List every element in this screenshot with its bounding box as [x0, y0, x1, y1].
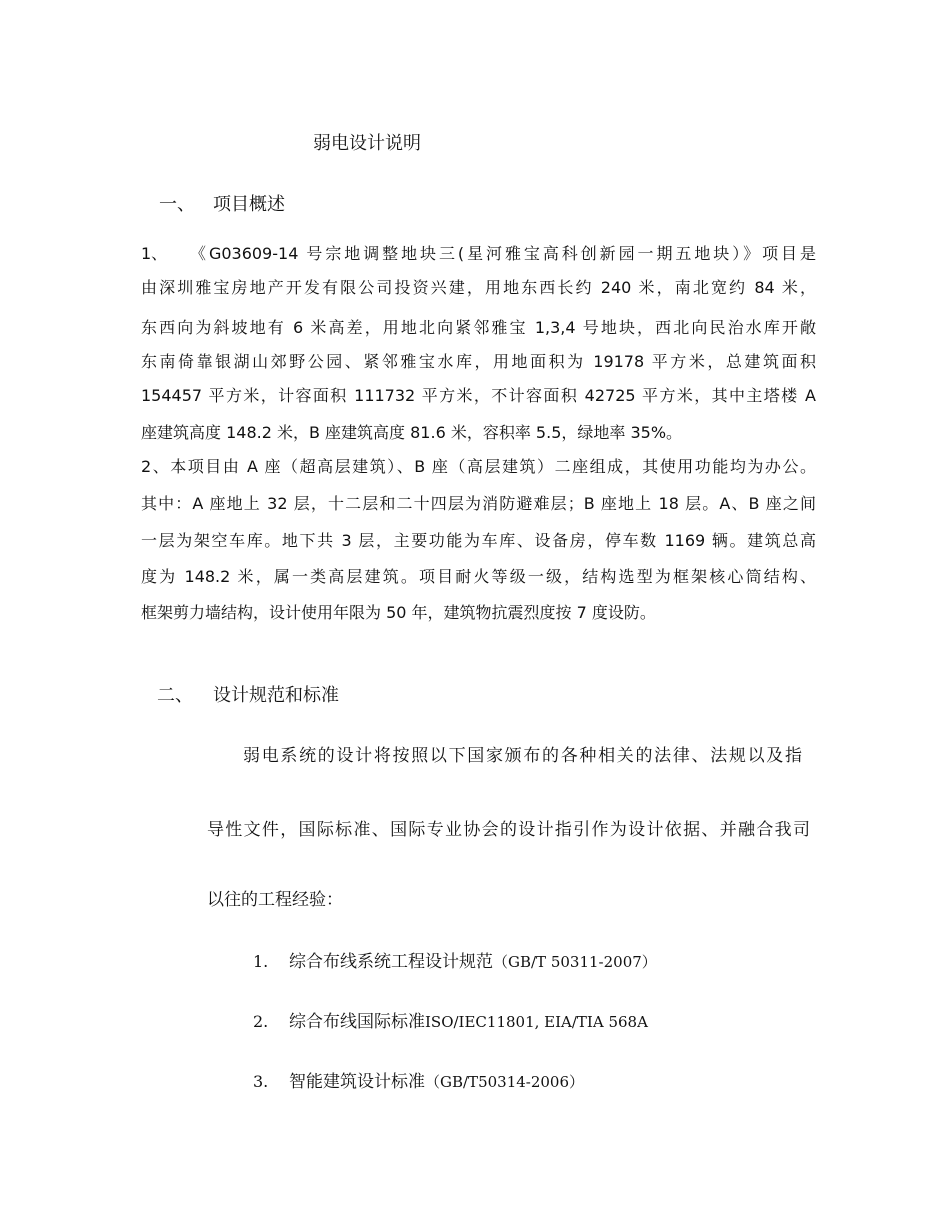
section-label: 设计规范和标准 — [213, 685, 339, 706]
reference-number: 1. — [253, 952, 269, 971]
reference-text — [289, 950, 657, 974]
paragraph-line: 弱电系统的设计将按照以下国家颁布的各种相关的法律、法规以及指 — [243, 746, 802, 766]
paragraph-line: 以往的工程经验： — [207, 890, 343, 910]
reference-number: 2. — [253, 1012, 269, 1031]
page-title: 弱电设计说明 — [313, 133, 421, 154]
reference-title: 智能建筑设计标准 — [289, 1072, 425, 1092]
reference-code: ISO/IEC11801, EIA/TIA 568A — [425, 1013, 648, 1031]
reference-code: （GB/T50314-2006） — [425, 1073, 585, 1091]
section-heading-overview — [0, 193, 950, 217]
paragraph-line: 导性文件，国际标准、国际专业协会的设计指引作为设计依据、并融合我司 — [207, 820, 810, 840]
paragraph-line: 由深圳雅宝房地产开发有限公司投资兴建，用地东西长约 240 米，南北宽约 84 米， — [141, 278, 816, 297]
section-number: 一、 — [159, 194, 195, 215]
paragraph-line: 《G03609-14 号宗地调整地块三(星河雅宝高科创新园一期五地块）》项目是 — [190, 244, 816, 263]
section-label: 项目概述 — [213, 194, 285, 215]
reference-number: 3. — [253, 1072, 269, 1091]
paragraph-line: 其中：A 座地上 32 层，十二层和二十四层为消防避难层；B 座地上 18 层。A、B 座之间 — [141, 494, 816, 513]
reference-text — [289, 1070, 584, 1094]
paragraph-line: 154457 平方米，计容面积 111732 平方米，不计容面积 42725 平方米，其中主塔楼 A — [141, 386, 816, 405]
reference-code: （GB/T 50311-2007） — [493, 953, 657, 971]
reference-title: 综合布线国际标准 — [289, 1012, 425, 1032]
paragraph-line: 东南倚靠银湖山郊野公园、紧邻雅宝水库，用地面积为 19178 平方米，总建筑面积 — [141, 352, 816, 371]
item-number: 1、 — [141, 244, 168, 263]
paragraph-line: 度为 148.2 米，属一类高层建筑。项目耐火等级一级，结构选型为框架核心筒结构、 — [141, 567, 816, 586]
paragraph-line: 框架剪力墙结构，设计使用年限为 50 年，建筑物抗震烈度按 7 度设防。 — [141, 603, 656, 622]
section-number: 二、 — [157, 685, 193, 706]
paragraph-line: 一层为架空车库。地下共 3 层，主要功能为车库、设备房，停车数 1169 辆。建筑总高 — [141, 531, 816, 550]
reference-text — [289, 1010, 648, 1034]
paragraph-line: 座建筑高度 148.2 米，B 座建筑高度 81.6 米，容积率 5.5，绿地率 35%。 — [141, 423, 683, 442]
paragraph-line: 2、本项目由 A 座（超高层建筑）、B 座（高层建筑）二座组成，其使用功能均为办公。 — [141, 457, 816, 476]
paragraph-line: 东西向为斜坡地有 6 米高差，用地北向紧邻雅宝 1,3,4 号地块，西北向民治水库开敞 — [141, 318, 816, 337]
section-heading-standards — [0, 684, 950, 708]
reference-title: 综合布线系统工程设计规范 — [289, 952, 493, 972]
